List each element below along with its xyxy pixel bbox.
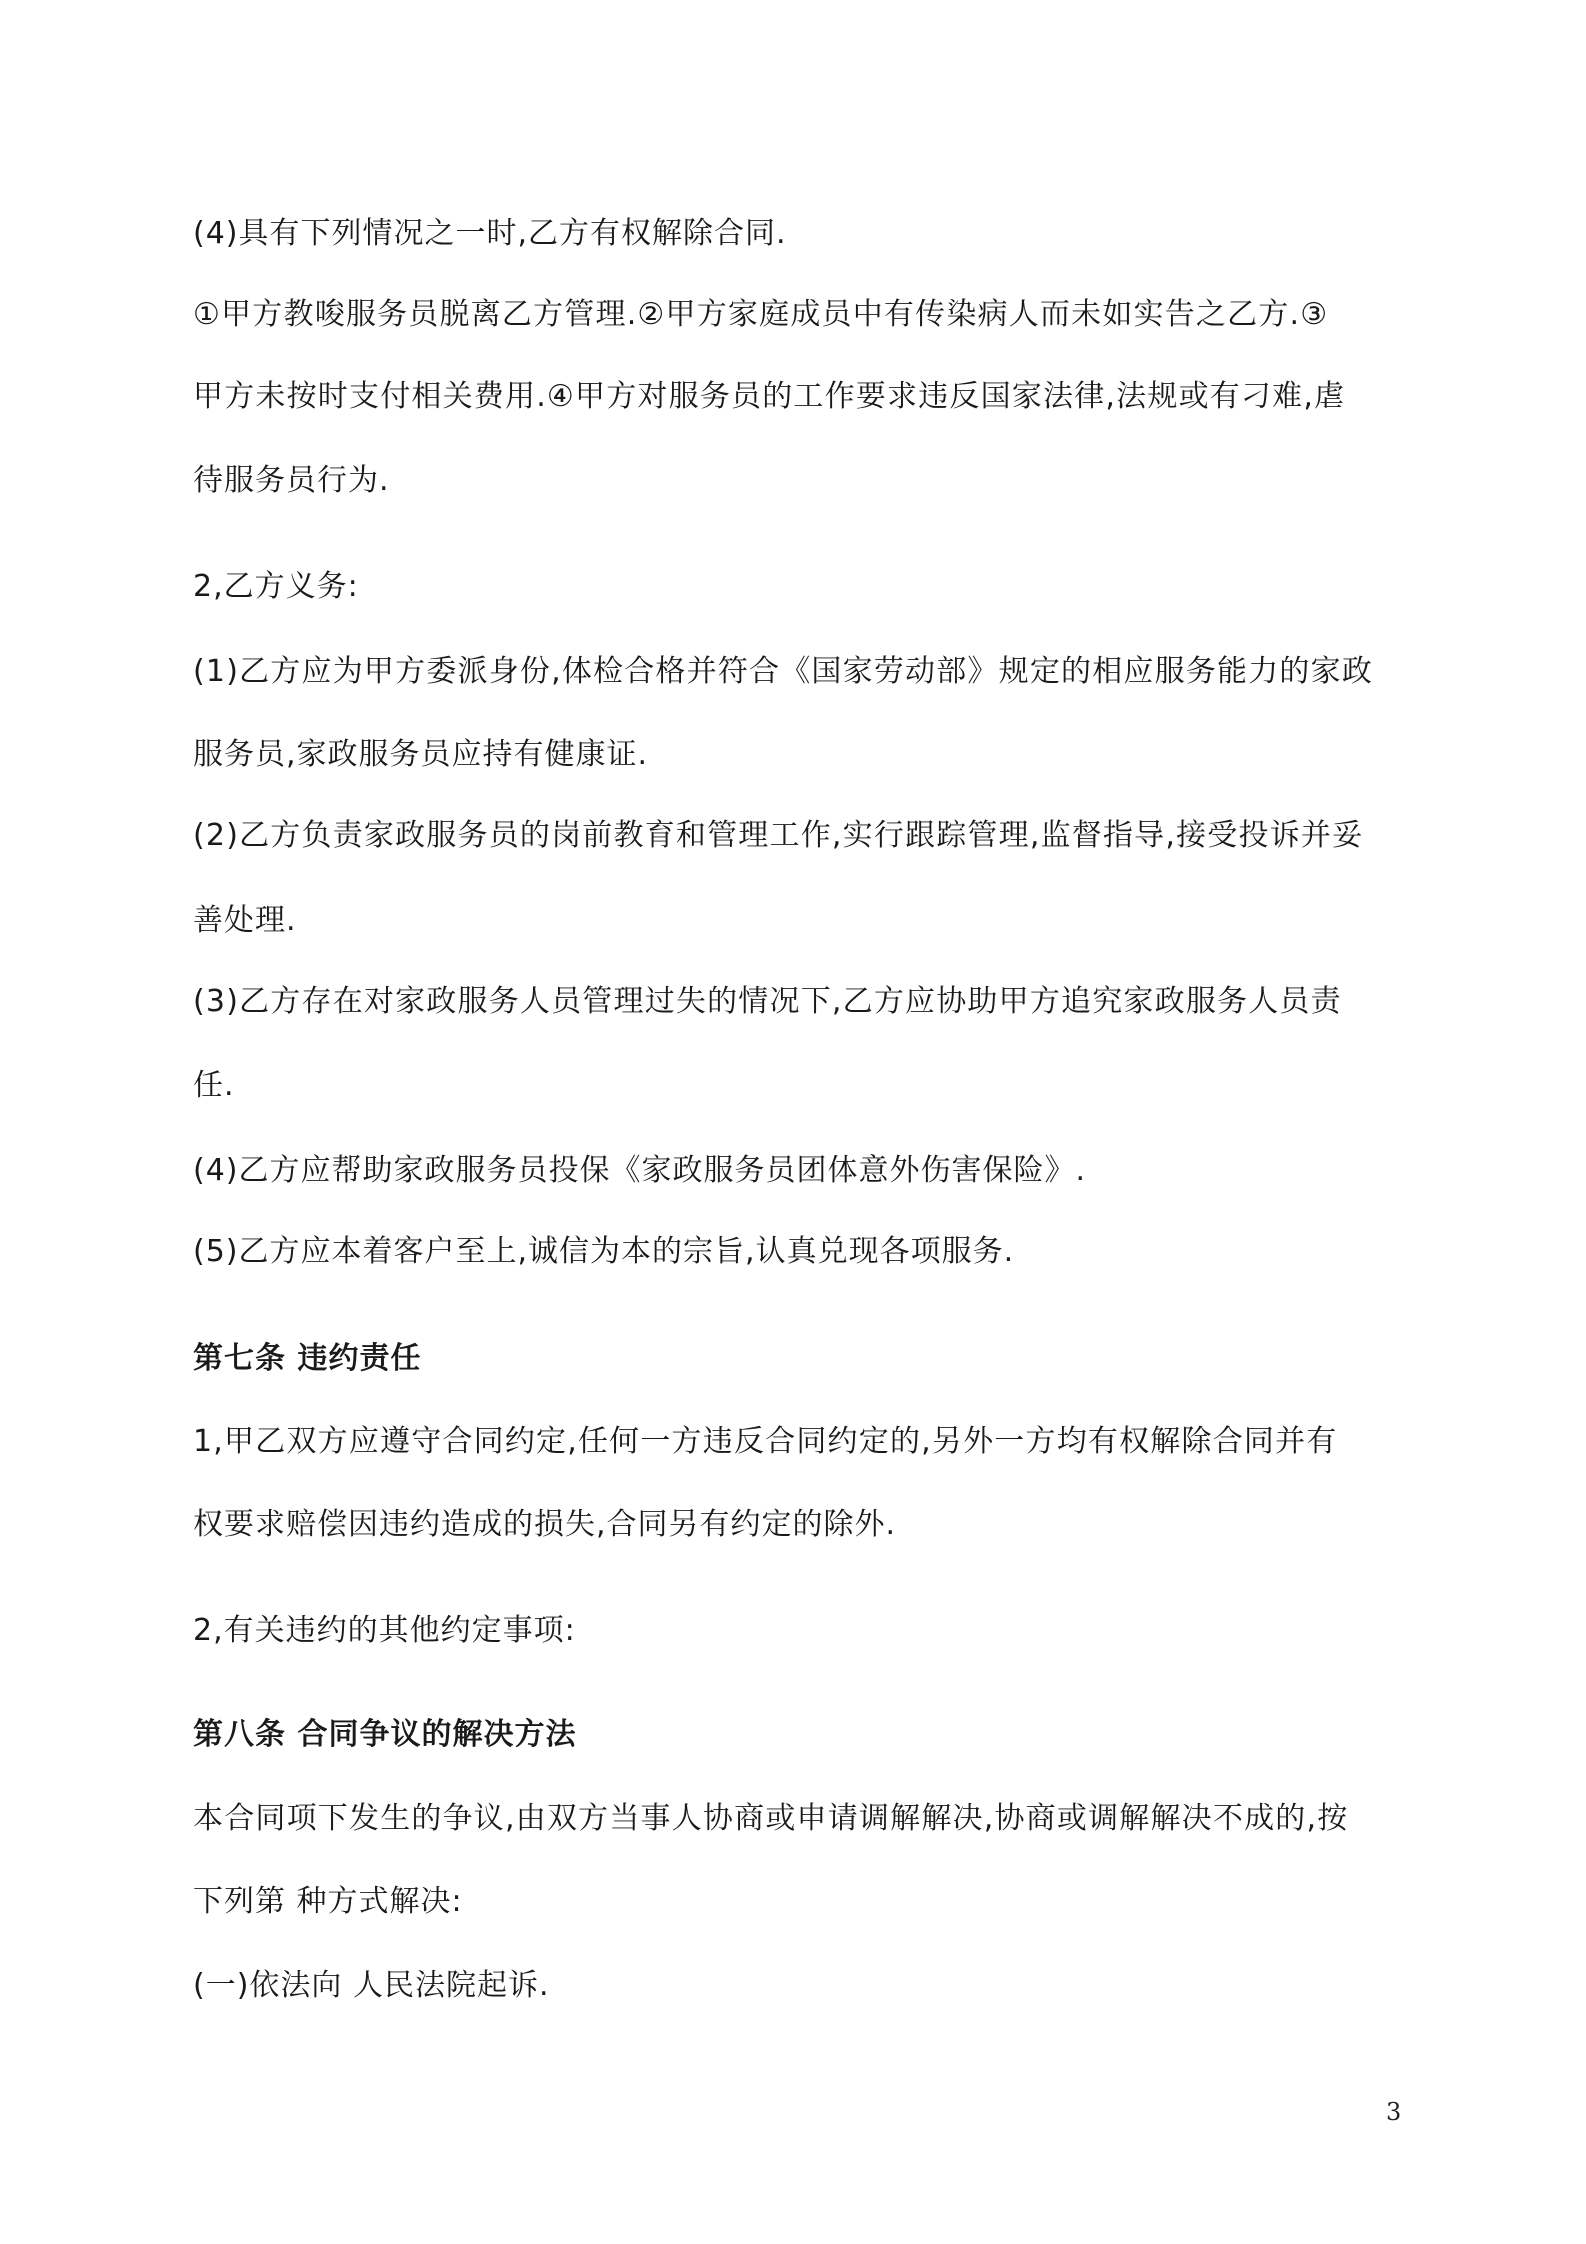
article-7-item-1-line-2: 权要求赔偿因违约造成的损失,合同另有约定的除外. <box>193 1507 897 1542</box>
party-b-duties-heading: 2,乙方义务: <box>193 569 359 604</box>
article-8-option-1: (一)依法向 人民法院起诉. <box>193 1968 550 2003</box>
page-number: 3 <box>1386 2098 1402 2126</box>
duty-2-line-1: (2)乙方负责家政服务员的岗前教育和管理工作,实行跟踪管理,监督指导,接受投诉并妥 <box>193 818 1364 853</box>
article-7-item-2: 2,有关违约的其他约定事项: <box>193 1613 576 1648</box>
duty-3-line-1: (3)乙方存在对家政服务人员管理过失的情况下,乙方应协助甲方追究家政服务人员责 <box>193 984 1342 1019</box>
article-8-title: 第八条 合同争议的解决方法 <box>193 1717 577 1752</box>
duty-3-line-2: 任. <box>193 1068 235 1103</box>
duty-1-line-2: 服务员,家政服务员应持有健康证. <box>193 737 649 772</box>
duty-5: (5)乙方应本着客户至上,诚信为本的宗旨,认真兑现各项服务. <box>193 1234 1015 1269</box>
clause-4-heading: (4)具有下列情况之一时,乙方有权解除合同. <box>193 216 787 251</box>
clause-4-items-line-3: 待服务员行为. <box>193 463 390 498</box>
duty-1-line-1: (1)乙方应为甲方委派身份,体检合格并符合《国家劳动部》规定的相应服务能力的家政 <box>193 654 1374 689</box>
article-8-body-line-2: 下列第 种方式解决: <box>193 1884 463 1919</box>
article-7-item-1-line-1: 1,甲乙双方应遵守合同约定,任何一方违反合同约定的,另外一方均有权解除合同并有 <box>193 1424 1338 1459</box>
clause-4-items-line-2: 甲方未按时支付相关费用.④甲方对服务员的工作要求违反国家法律,法规或有刁难,虐 <box>193 379 1346 414</box>
article-8-body-line-1: 本合同项下发生的争议,由双方当事人协商或申请调解解决,协商或调解解决不成的,按 <box>193 1801 1349 1836</box>
clause-4-items-line-1: ①甲方教唆服务员脱离乙方管理.②甲方家庭成员中有传染病人而未如实告之乙方.③ <box>193 297 1329 332</box>
duty-2-line-2: 善处理. <box>193 903 297 938</box>
duty-4: (4)乙方应帮助家政服务员投保《家政服务员团体意外伤害保险》. <box>193 1153 1087 1188</box>
article-7-title: 第七条 违约责任 <box>193 1341 422 1376</box>
